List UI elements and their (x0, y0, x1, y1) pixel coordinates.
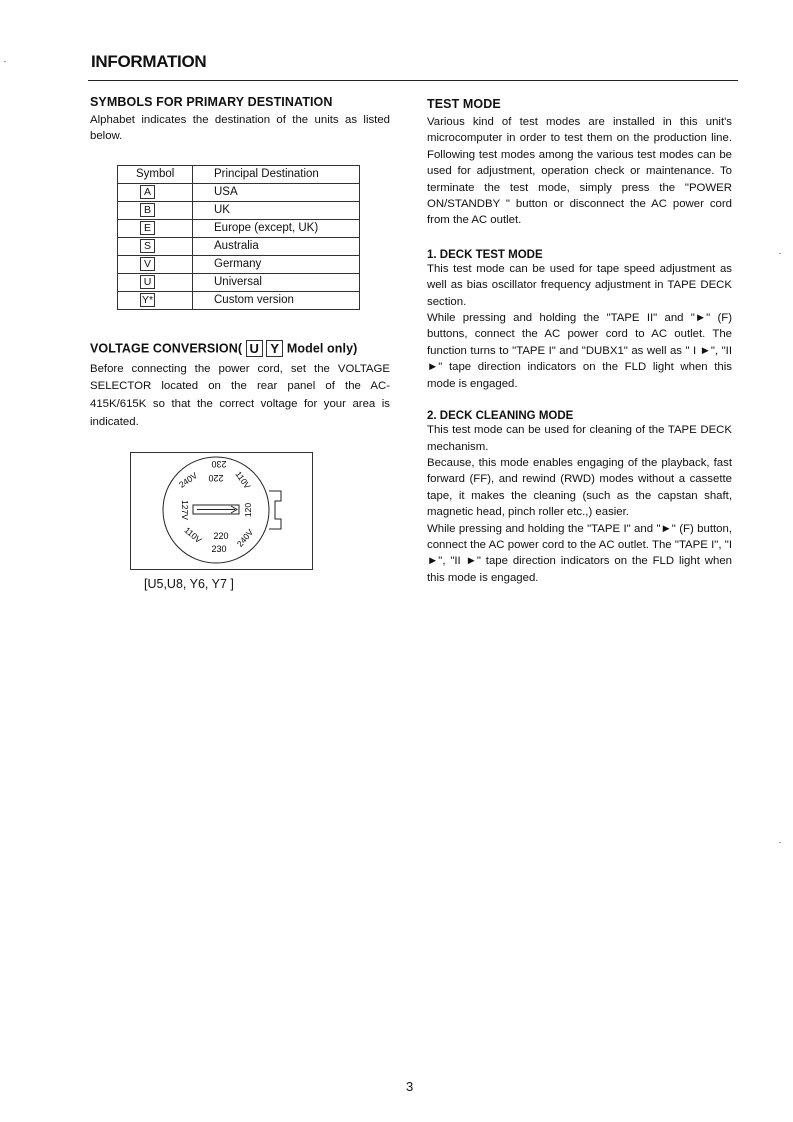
deck-test-heading: 1. DECK TEST MODE (427, 248, 543, 261)
deck-test-p1: This test mode can be used for tape speed adjustment as well as bias oscillator frequency adjustment in TAPE DECK section. (427, 262, 732, 308)
voltage-heading-suffix: Model only) (286, 341, 358, 356)
dial-label-240v-top: 240V (176, 470, 200, 490)
left-column (90, 95, 390, 431)
dial-label-220-bottom: 220 (213, 531, 229, 541)
figure-caption: [U5,U8, Y6, Y7 ] (144, 577, 234, 591)
table-cell-symbol (118, 273, 193, 291)
table-cell-destination: Custom version (193, 291, 360, 309)
table-row (118, 219, 360, 237)
symbol-box: Y* (142, 294, 154, 307)
header-rule (88, 80, 738, 81)
symbol-box: S (140, 239, 155, 253)
voltage-heading-prefix: VOLTAGE CONVERSION( (90, 341, 243, 356)
symbol-box: U (140, 275, 155, 289)
table-cell-destination: Australia (193, 237, 360, 255)
table-cell-symbol (118, 183, 193, 201)
voltage-body: Before connecting the power cord, set the VOLTAGE SELECTOR located on the rear panel of the AC-415K/615K so that the correct voltage for your area is indicated. (90, 362, 390, 428)
spacer (427, 392, 732, 410)
scan-mark (4, 61, 6, 62)
table-cell-destination: USA (193, 183, 360, 201)
deck-cleaning-p1: This test mode can be used for cleaning of the TAPE DECK mechanism. (427, 424, 732, 453)
table-header-symbol: Symbol (118, 165, 193, 183)
destination-table (117, 165, 360, 310)
voltage-heading (90, 340, 390, 357)
table-cell-symbol (118, 201, 193, 219)
symbols-intro: Alphabet indicates the destination of the units as listed below. (90, 114, 390, 143)
table-header-row (118, 165, 360, 183)
dial-label-240v-bottom: 240V (234, 527, 256, 549)
table-row (118, 237, 360, 255)
dial-label-127v-left: 127V (180, 500, 190, 520)
table-cell-symbol (118, 237, 193, 255)
selector-switch-tab (269, 491, 281, 529)
table-cell-symbol (118, 219, 193, 237)
table-row (118, 273, 360, 291)
dial-label-230-bottom: 230 (211, 544, 227, 554)
symbol-box: B (140, 203, 155, 217)
deck-cleaning-p3: While pressing and holding the "TAPE I" and "►" (F) button, connect the AC power cord to the AC outlet. The "TAPE I", "I ►", "II ►" tape direction indicators on the FLD light when this mode is engaged. (427, 522, 732, 584)
dial-label-110v-bottom: 110V (182, 524, 204, 546)
spacer (427, 229, 732, 249)
deck-cleaning-p2: Because, this mode enables engaging of the playback, fast forward (FF), and rewind (RWD) modes without a cassette tape, it makes the cleaning (such as the capstan shaft, magnetic head, pinch roller etc.,) easier. (427, 456, 732, 519)
table-cell-destination: Europe (except, UK) (193, 219, 360, 237)
table-cell-destination: Germany (193, 255, 360, 273)
deck-test-p2: While pressing and holding the "TAPE II" and "►" (F) buttons, connect the AC power cord to AC outlet. The function turns to "TAPE I" and "DUBX1" as well as " I ►", "II ►" tape direction indicators on the FLD light when this mode is engaged. (427, 312, 732, 390)
scan-mark (779, 253, 781, 254)
test-mode-heading: TEST MODE (427, 97, 501, 111)
page-number: 3 (406, 1079, 414, 1094)
dial-label-120-right: 120 (243, 502, 253, 518)
symbol-box: E (140, 221, 155, 235)
table-cell-symbol (118, 291, 193, 309)
table-cell-destination: UK (193, 201, 360, 219)
deck-cleaning-heading: 2. DECK CLEANING MODE (427, 410, 574, 423)
right-column (427, 97, 732, 586)
symbol-box: A (140, 185, 155, 199)
table-header-destination: Principal Destination (193, 165, 360, 183)
page-title: INFORMATION (91, 52, 207, 71)
voltage-selector-figure (130, 452, 313, 570)
symbol-box-y: Y (266, 340, 283, 357)
table-row (118, 255, 360, 273)
table-cell-symbol (118, 255, 193, 273)
scan-mark (779, 842, 781, 843)
dial-label-220-top: 220 (208, 473, 224, 483)
symbol-box-u: U (246, 340, 263, 357)
dial-label-110v-top: 110V (233, 469, 253, 491)
symbol-box: V (140, 257, 155, 271)
dial-label-230-top: 230 (211, 459, 227, 469)
voltage-selector-illustration (131, 453, 312, 569)
table-cell-destination: Universal (193, 273, 360, 291)
table-row (118, 291, 360, 309)
symbols-heading: SYMBOLS FOR PRIMARY DESTINATION (90, 95, 333, 109)
table-row (118, 201, 360, 219)
test-mode-intro: Various kind of test modes are installed in this unit's microcomputer in order to test them on the production line. Following test modes among the various test modes can be used for adjustment, operation check or maintenance. To terminate the test mode, simply press the "POWER ON/STANDBY " button or disconnect the AC power cord from the AC outlet. (427, 116, 732, 227)
table-row (118, 183, 360, 201)
